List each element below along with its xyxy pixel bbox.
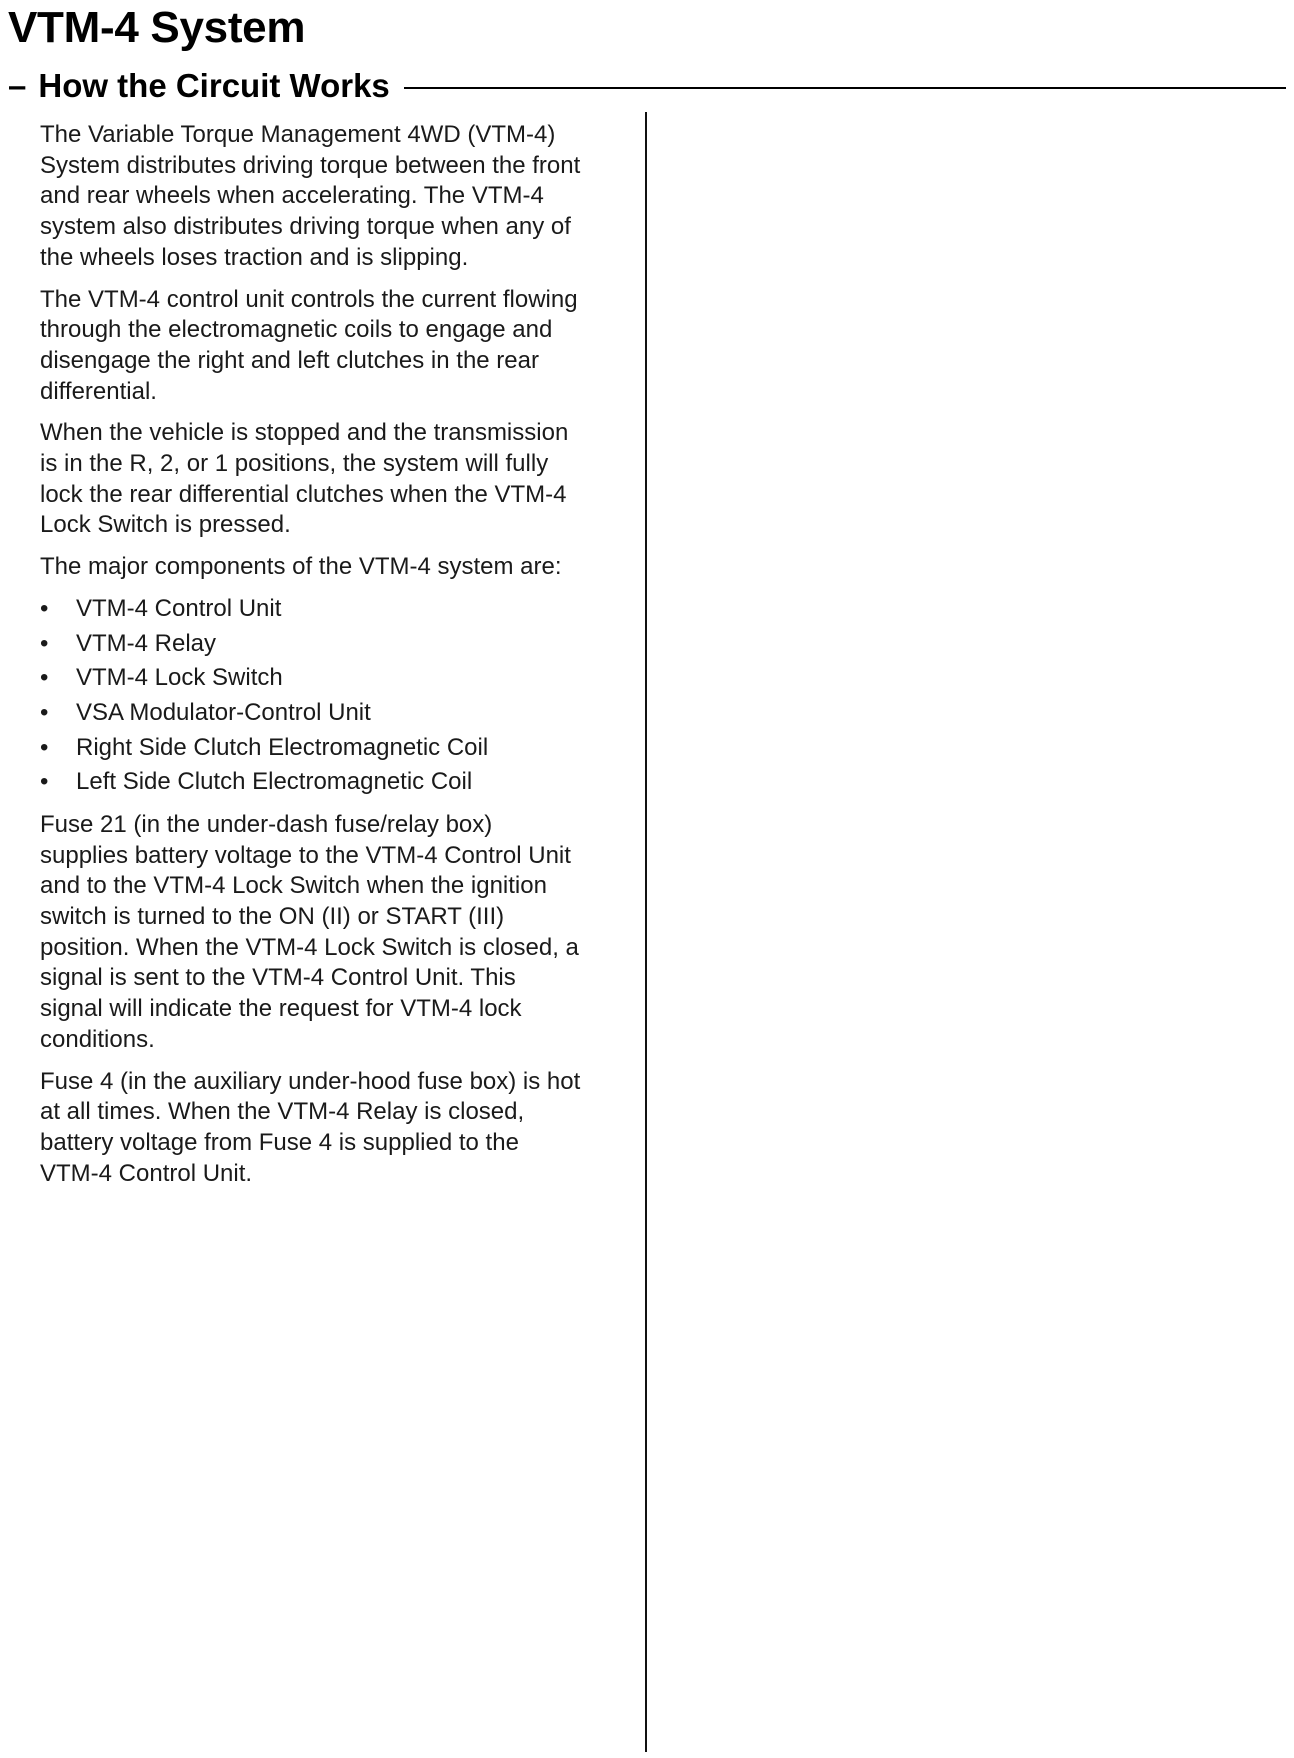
list-item-text: VTM-4 Relay	[76, 629, 217, 657]
section-heading	[8, 64, 390, 108]
text-line: The VTM-4 control unit controls the current flowing	[40, 285, 578, 313]
bullet-icon: •	[40, 594, 49, 622]
text-line: conditions.	[40, 1025, 155, 1053]
text-line: is in the R, 2, or 1 positions, the system will fully	[40, 450, 549, 478]
bullet-icon: •	[40, 733, 49, 761]
text-line: The Variable Torque Management 4WD (VTM-4)	[40, 121, 556, 148]
text-line: Fuse 4 (in the auxiliary under-hood fuse box) is hot	[40, 1067, 581, 1095]
list-item	[40, 629, 630, 664]
text-line: System distributes driving torque between the front	[40, 151, 581, 179]
text-line: signal is sent to the VTM-4 Control Unit. This	[40, 964, 516, 992]
components-list	[40, 594, 630, 802]
bullet-icon: •	[40, 664, 49, 692]
section-heading-dash: –	[8, 67, 27, 104]
text-line: and to the VTM-4 Lock Switch when the ignition	[40, 872, 547, 900]
text-line: supplies battery voltage to the VTM-4 Control Unit	[40, 841, 571, 869]
paragraph-fuse-4	[40, 1067, 630, 1190]
paragraph-control-unit	[40, 285, 630, 408]
text-line: VTM-4 Control Unit.	[40, 1159, 253, 1187]
text-line: at all times. When the VTM-4 Relay is closed,	[40, 1098, 525, 1126]
paragraph-components-intro	[40, 552, 630, 583]
text-line: the wheels loses traction and is slipping.	[40, 243, 469, 271]
section-heading-text: How the Circuit Works	[38, 67, 390, 104]
section-heading-rule	[404, 87, 1286, 89]
bullet-icon: •	[40, 698, 49, 726]
text-line: battery voltage from Fuse 4 is supplied to the	[40, 1129, 519, 1156]
list-item	[40, 594, 630, 629]
list-item	[40, 698, 630, 733]
text-line: lock the rear differential clutches when the VTM-4	[40, 480, 567, 508]
column-divider	[645, 112, 647, 1752]
text-line: Fuse 21 (in the under-dash fuse/relay box)	[40, 810, 493, 838]
text-line: through the electromagnetic coils to engage and	[40, 316, 553, 344]
text-line: signal will indicate the request for VTM-4 lock	[40, 995, 522, 1023]
list-item-text: VTM-4 Control Unit	[76, 594, 282, 622]
text-line: Lock Switch is pressed.	[40, 511, 291, 539]
paragraph-torque-distribution	[40, 120, 630, 274]
text-line: system also distributes driving torque when any of	[40, 213, 571, 241]
text-line: and rear wheels when accelerating. The VTM-4	[40, 182, 544, 210]
paragraph-fuse-21	[40, 810, 630, 1056]
list-item-text: VTM-4 Lock Switch	[76, 664, 283, 692]
text-line: switch is turned to the ON (II) or START (III)	[40, 903, 505, 931]
paragraph-lock-condition	[40, 418, 630, 541]
bullet-icon: •	[40, 768, 49, 796]
bullet-icon: •	[40, 629, 49, 657]
text-line: differential.	[40, 377, 157, 405]
text-line: disengage the right and left clutches in the rear	[40, 346, 539, 374]
list-item-text: VSA Modulator-Control Unit	[76, 698, 371, 726]
list-item-text: Left Side Clutch Electromagnetic Coil	[76, 768, 473, 796]
text-line: When the vehicle is stopped and the transmission	[40, 419, 569, 447]
text-line: position. When the VTM-4 Lock Switch is closed, a	[40, 933, 579, 961]
list-item	[40, 663, 630, 698]
text-line: The major components of the VTM-4 system are:	[40, 553, 562, 581]
list-item	[40, 733, 630, 768]
list-item-text: Right Side Clutch Electromagnetic Coil	[76, 733, 489, 761]
body-text-column	[40, 120, 630, 1200]
page-title: VTM-4 System	[8, 3, 306, 52]
section-heading-row	[8, 64, 1286, 108]
list-item	[40, 767, 630, 802]
